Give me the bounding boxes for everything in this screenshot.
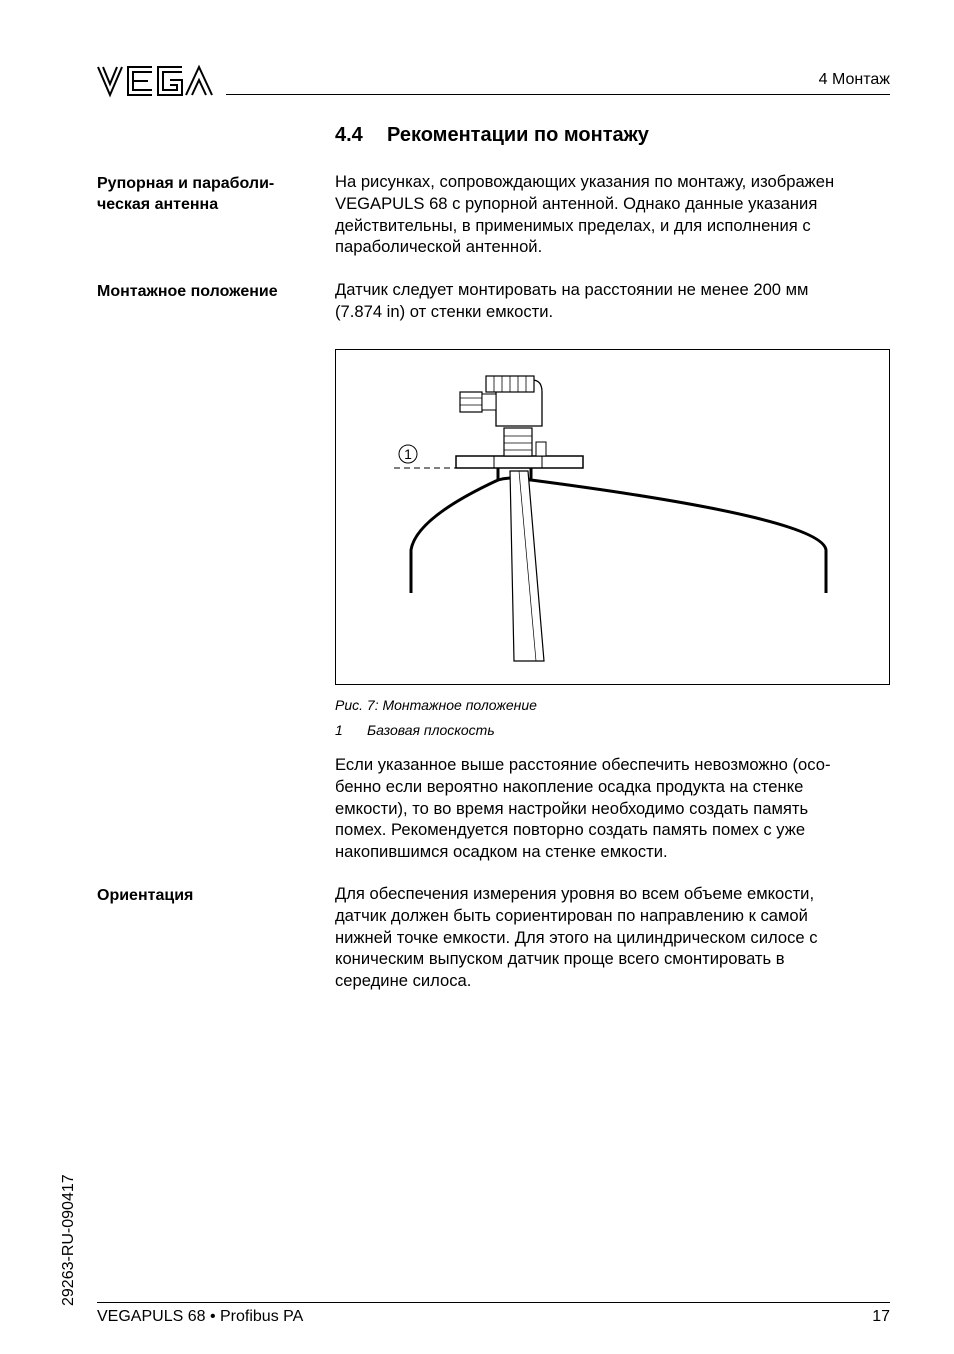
sensor-neck bbox=[504, 428, 532, 456]
footer-product: VEGAPULS 68 • Profibus PA bbox=[97, 1308, 304, 1325]
header-rule bbox=[226, 94, 890, 95]
section-title bbox=[335, 124, 649, 147]
section-number: 4.4 bbox=[335, 124, 363, 146]
footer-rule bbox=[97, 1302, 890, 1303]
section-title-text: Рекоментации по монтажу bbox=[387, 124, 649, 146]
legend-index: 1 bbox=[335, 722, 343, 738]
body-antenna: На рисунках, сопровождающих указания по монтажу, изображен VEGAPULS 68 с рупорной антенной. Однако данные указания действительны, в применимых пределах, и для исполнения с параболической антенной. bbox=[335, 172, 835, 257]
figure-caption: Рис. 7: Монтажное положение bbox=[335, 697, 537, 713]
header-section: 4 Монтаж bbox=[818, 71, 890, 88]
vega-logo bbox=[96, 64, 214, 98]
legend-text: Базовая плоскость bbox=[367, 722, 495, 738]
side-heading-mounting-position: Монтажное положение bbox=[97, 283, 278, 300]
vessel-outline bbox=[411, 463, 826, 593]
figure-mounting-position bbox=[335, 349, 890, 685]
side-heading-orientation: Ориентация bbox=[97, 887, 194, 904]
side-heading-antenna: Рупорная и парaболи- ческая антенна bbox=[97, 175, 275, 213]
body-false-echo: Если указанное выше расстояние обеспечить невозможно (осо- бенно если вероятно накопление осадка продукта на стенке емкости), то во время настройки необходимо создать память помех. Рекомендуется повторно создать память помех с уже накопившимся осадком на стенке емкости. bbox=[335, 755, 831, 862]
body-orientation: Для обеспечения измерения уровня во всем объеме емкости, датчик должен быть сориентирован по направлению к самой нижней точке емкости. Для этого на цилиндрическом силосе с коническим выпуском датчик проще всего смонтировать в середине силоса. bbox=[335, 884, 818, 991]
flange bbox=[456, 456, 583, 468]
cable-gland bbox=[460, 392, 482, 412]
callout-marker-text: 1 bbox=[404, 446, 412, 462]
document-code: 29263-RU-090417 bbox=[60, 1174, 77, 1306]
mounting-diagram bbox=[336, 350, 889, 684]
page-number: 17 bbox=[872, 1308, 890, 1325]
horn-antenna bbox=[510, 471, 544, 661]
figure-legend bbox=[335, 722, 495, 738]
body-mounting-position: Датчик следует монтировать на расстоянии не менее 200 мм (7.874 in) от стенки емкости. bbox=[335, 280, 809, 321]
